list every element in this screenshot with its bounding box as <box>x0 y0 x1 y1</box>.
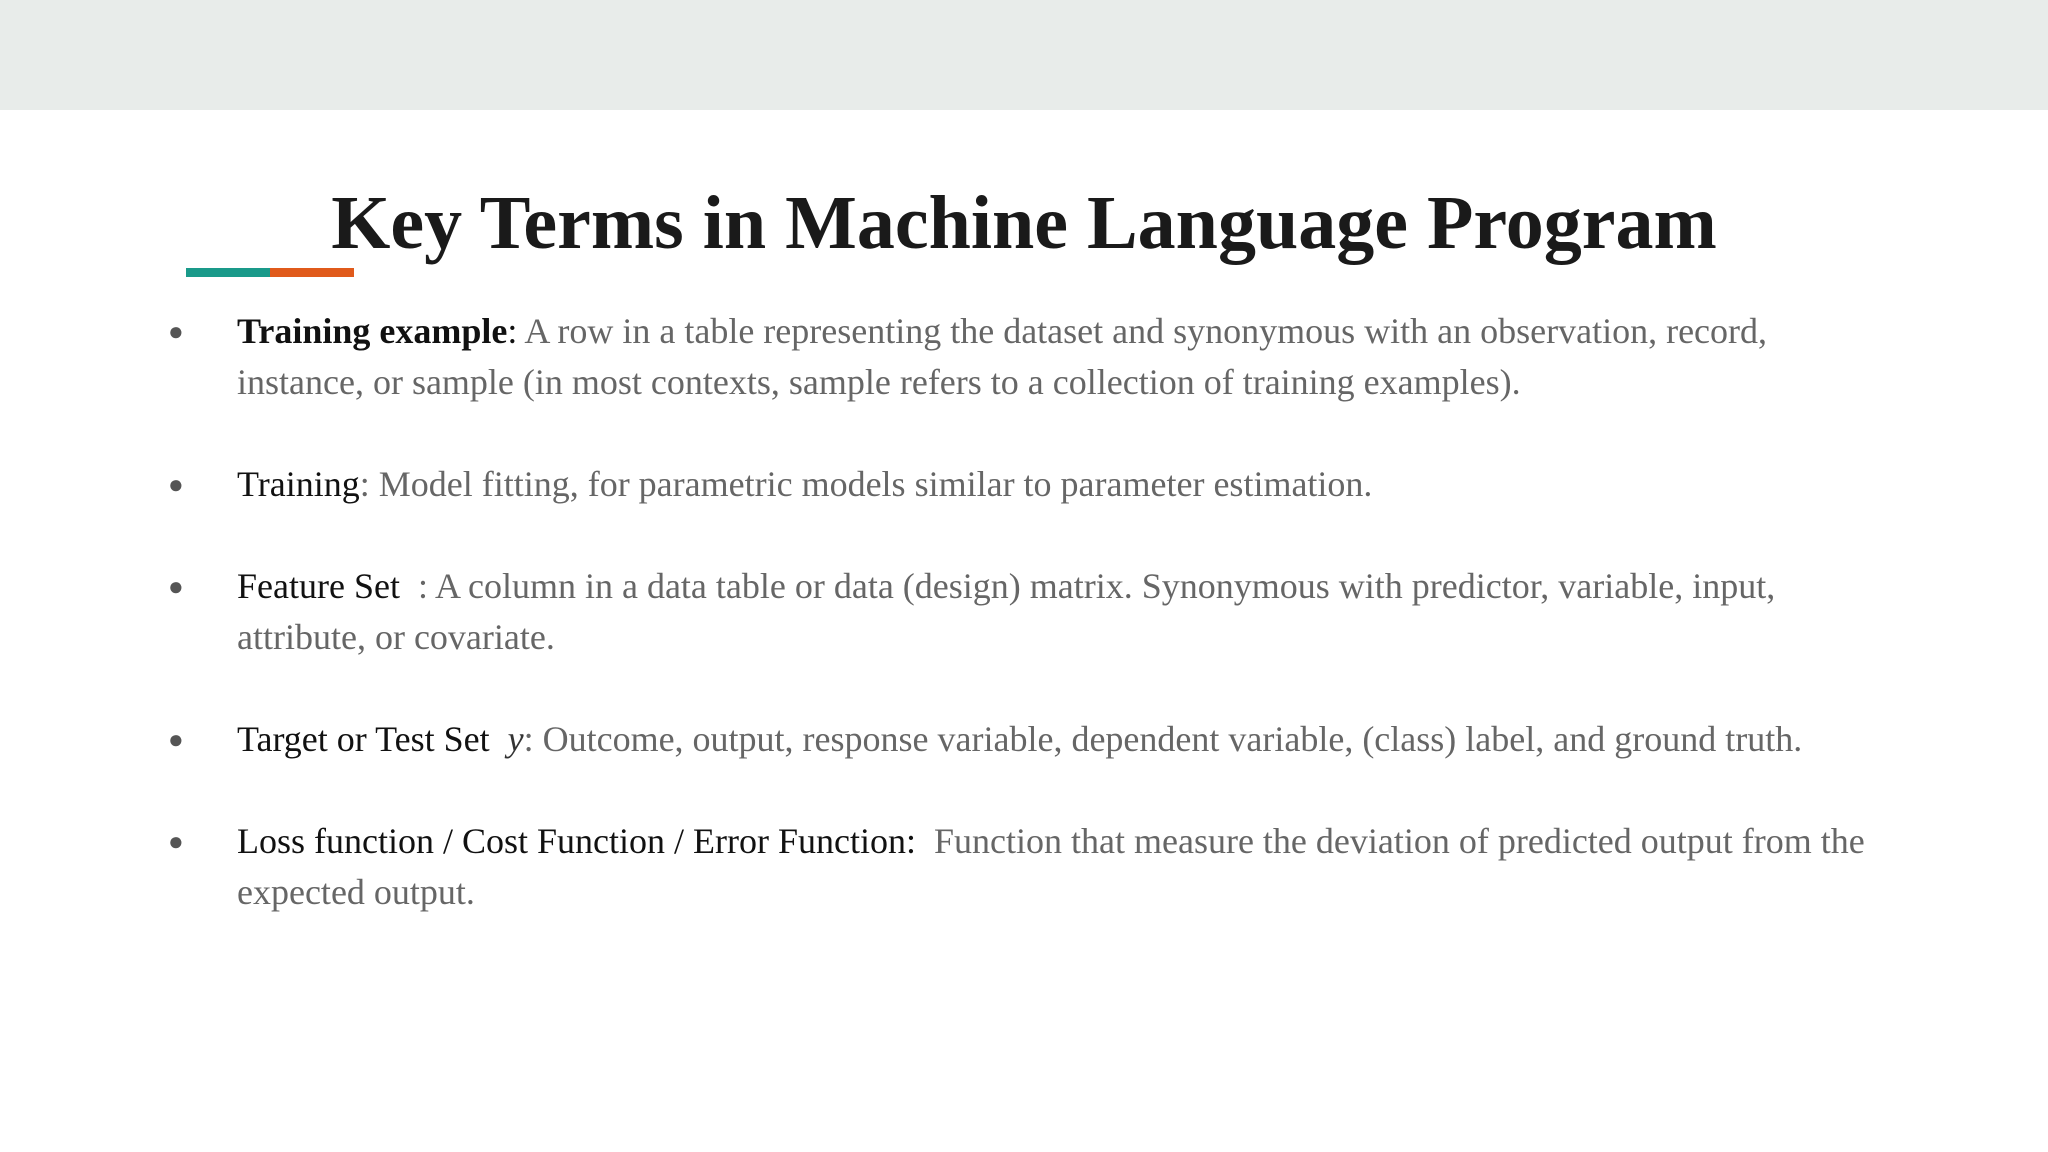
accent-bar-orange <box>270 268 354 277</box>
term-definition: A column in a data table or data (design) matrix. Synonymous with predictor, variable, input, attribute, or covariate. <box>237 566 1776 657</box>
bullet-target-test-set <box>0 714 2048 765</box>
slide-title: Key Terms in Machine Language Program <box>331 181 1717 265</box>
bullet-icon: ● <box>168 317 184 346</box>
bullet-loss-function <box>0 816 2048 918</box>
bullet-training <box>0 459 2048 510</box>
term-label: Feature Set <box>237 566 400 606</box>
term-definition: Model fitting, for parametric models similar to parameter estimation. <box>378 464 1373 504</box>
top-band <box>0 0 2048 110</box>
term-separator: : <box>507 311 525 351</box>
bullet-icon: ● <box>168 572 184 601</box>
term-separator: : <box>399 566 435 606</box>
accent-bar-teal <box>186 268 270 277</box>
term-definition: Function that measure the deviation of predicted output from the expected output. <box>237 821 1865 912</box>
bullet-icon: ● <box>168 827 184 856</box>
bullet-icon: ● <box>168 725 184 754</box>
term-label: Loss function / Cost Function / Error Function <box>237 821 906 861</box>
term-separator: : <box>523 719 543 759</box>
term-label: Target or Test Set <box>237 719 490 759</box>
slide <box>0 110 2048 1152</box>
bullet-training-example <box>0 306 2048 408</box>
term-definition: Outcome, output, response variable, dependent variable, (class) label, and ground truth. <box>542 719 1803 759</box>
bullet-list <box>0 306 2048 969</box>
bullet-icon: ● <box>168 470 184 499</box>
bullet-feature-set <box>0 561 2048 663</box>
term-separator: : <box>359 464 379 504</box>
term-separator: : <box>905 821 934 861</box>
term-label: Training <box>237 464 360 504</box>
term-definition: A row in a table representing the dataset and synonymous with an observation, record, instance, or sample (in most contexts, sample refers to a collection of training examples). <box>237 311 1768 402</box>
term-variable: y <box>507 719 524 759</box>
term-label: Training example <box>237 311 508 351</box>
